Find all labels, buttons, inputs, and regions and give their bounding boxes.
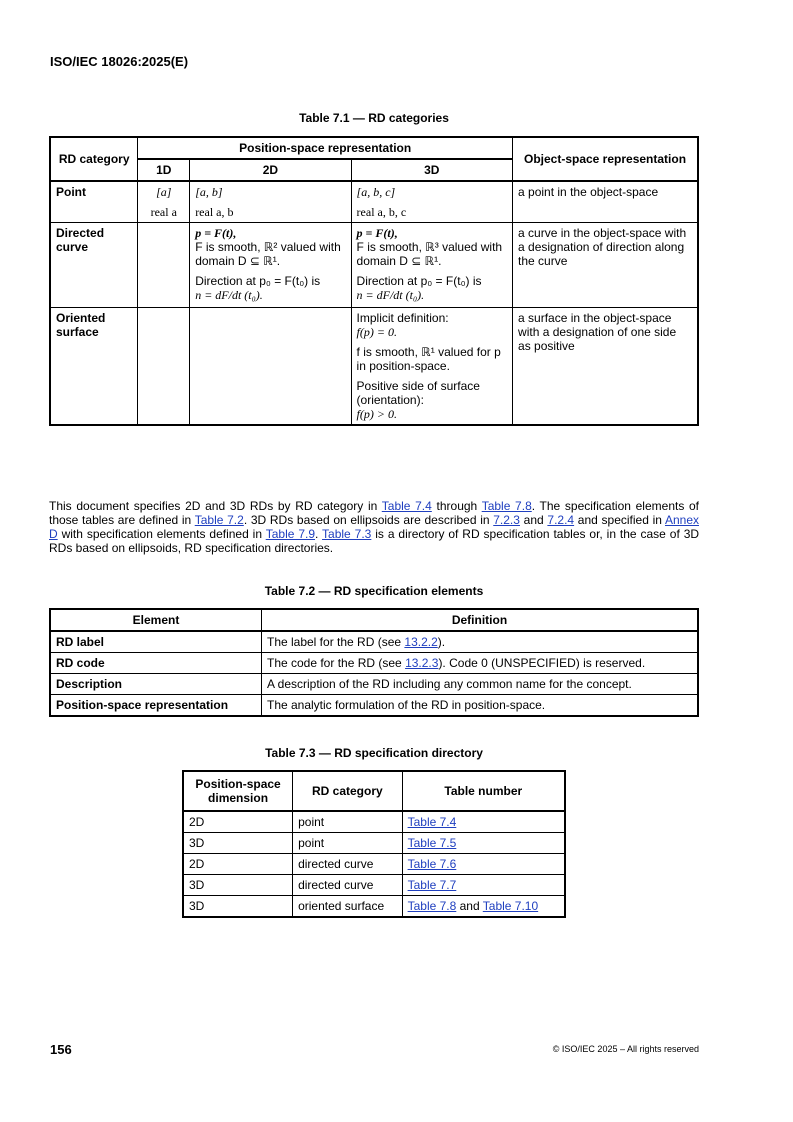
- link-table-7-4[interactable]: Table 7.4: [381, 499, 432, 513]
- body-paragraph: [49, 499, 699, 555]
- element-name: Position-space representation: [50, 695, 261, 717]
- oriented-surface-3d: [351, 308, 512, 426]
- dimension: 3D: [183, 896, 293, 918]
- curve-2d-smooth: F is smooth, ℝ² valued with domain D ⊆ ℝ¹.: [195, 240, 341, 268]
- table-row: [50, 223, 698, 308]
- table-row: [183, 833, 565, 854]
- dimension: 2D: [183, 811, 293, 833]
- link-7-2-3[interactable]: 7.2.3: [493, 513, 520, 527]
- table-row: [50, 674, 698, 695]
- point-2d-coords: [a, b]: [195, 185, 223, 199]
- link-annex-d[interactable]: Annex D: [49, 513, 699, 541]
- category: point: [293, 811, 403, 833]
- curve-3d-smooth: F is smooth, ℝ³ valued with domain D ⊆ ℝ¹.: [356, 240, 503, 268]
- para-text: through: [431, 499, 482, 513]
- para-text: . 3D RDs based on ellipsoids are described in: [243, 513, 494, 527]
- header-rd-category: RD category: [50, 137, 138, 181]
- element-name: RD label: [50, 631, 261, 653]
- para-text: and: [519, 513, 548, 527]
- element-definition: The analytic formulation of the RD in position-space.: [261, 695, 698, 717]
- category: directed curve: [293, 875, 403, 896]
- element-definition: A description of the RD including any common name for the concept.: [261, 674, 698, 695]
- header-dimension: Position-space dimension: [183, 771, 293, 811]
- def-text: ).: [437, 635, 446, 649]
- dimension: 3D: [183, 875, 293, 896]
- document-id: ISO/IEC 18026:2025(E): [50, 54, 189, 69]
- para-text: . The specification elements of those tables are defined in: [49, 499, 700, 527]
- directed-curve-2d: [190, 223, 351, 308]
- link-table-7-7[interactable]: Table 7.7: [407, 878, 457, 892]
- link-13-2-3[interactable]: 13.2.3: [405, 656, 439, 670]
- link-7-2-4[interactable]: 7.2.4: [547, 513, 575, 527]
- point-3d: [351, 181, 512, 223]
- link-table-7-8[interactable]: Table 7.8: [407, 899, 457, 913]
- table-7-3: [182, 770, 566, 918]
- table-7-3-caption: Table 7.3 — RD specification directory: [265, 746, 483, 760]
- point-object-space: a point in the object-space: [513, 181, 698, 223]
- curve-3d-direction: Direction at p₀ = F(t₀) is: [356, 274, 482, 288]
- table-row: [183, 811, 565, 833]
- and-text: and: [456, 899, 483, 913]
- curve-3d-normal: n = dF/dt (t₀).: [356, 288, 425, 302]
- table-7-2-caption: Table 7.2 — RD specification elements: [264, 584, 484, 598]
- para-text: .: [315, 527, 323, 541]
- category-directed-curve: [50, 223, 138, 308]
- header-object-space: Object-space representation: [513, 137, 698, 181]
- page-number: 156: [50, 1042, 72, 1057]
- para-text: with specification elements defined in: [57, 527, 266, 541]
- surface-positive-side: Positive side of surface (orientation):: [356, 379, 480, 407]
- table-row: [183, 875, 565, 896]
- table-row: [183, 854, 565, 875]
- header-position-space: Position-space representation: [138, 137, 513, 159]
- dimension: 3D: [183, 833, 293, 854]
- table-number: [402, 811, 565, 833]
- surface-implicit-eq: f(p) = 0.: [356, 325, 397, 339]
- link-table-7-8[interactable]: Table 7.8: [481, 499, 532, 513]
- category-point: Point: [50, 181, 138, 223]
- header-definition: Definition: [261, 609, 698, 631]
- point-1d-coords: [a]: [156, 185, 172, 199]
- link-table-7-6[interactable]: Table 7.6: [407, 857, 457, 871]
- element-name: Description: [50, 674, 261, 695]
- point-1d-domain: real a: [150, 205, 177, 219]
- link-table-7-5[interactable]: Table 7.5: [407, 836, 457, 850]
- header-1d: 1D: [138, 159, 190, 181]
- category-line-2: surface: [56, 325, 99, 339]
- dimension: 2D: [183, 854, 293, 875]
- surface-positive-eq: f(p) > 0.: [356, 407, 397, 421]
- curve-2d-normal: n = dF/dt (t₀).: [195, 288, 263, 302]
- link-13-2-2[interactable]: 13.2.2: [404, 635, 438, 649]
- directed-curve-1d: [138, 223, 190, 308]
- point-3d-domain: real a, b, c: [356, 205, 407, 219]
- oriented-surface-object-space: a surface in the object-space with a designation of one side as positive: [513, 308, 698, 426]
- oriented-surface-2d: [190, 308, 351, 426]
- category-line-2: curve: [56, 240, 89, 254]
- table-row: [50, 695, 698, 717]
- link-table-7-2[interactable]: Table 7.2: [194, 513, 244, 527]
- table-number: [402, 875, 565, 896]
- table-7-1: [49, 136, 699, 426]
- link-table-7-9[interactable]: Table 7.9: [265, 527, 316, 541]
- copyright: © ISO/IEC 2025 – All rights reserved: [552, 1044, 699, 1054]
- table-row: [50, 653, 698, 674]
- header-2d: 2D: [190, 159, 351, 181]
- point-2d: [190, 181, 351, 223]
- category-line-1: Oriented: [56, 311, 106, 325]
- surface-smooth: f is smooth, ℝ¹ valued for p in position-space.: [356, 345, 501, 373]
- para-text: and specified in: [574, 513, 665, 527]
- point-2d-domain: real a, b: [195, 205, 234, 219]
- point-3d-coords: [a, b, c]: [356, 185, 396, 199]
- oriented-surface-1d: [138, 308, 190, 426]
- table-number: [402, 896, 565, 918]
- table-row: [50, 308, 698, 426]
- def-text: The code for the RD (see: [266, 656, 406, 670]
- surface-implicit-label: Implicit definition:: [356, 311, 449, 325]
- category-line-1: Directed: [56, 226, 105, 240]
- element-definition: [261, 653, 698, 674]
- curve-3d-def: p = F(t),: [356, 226, 398, 240]
- curve-2d-def: p = F(t),: [195, 226, 237, 240]
- table-row: [183, 896, 565, 918]
- link-table-7-10[interactable]: Table 7.10: [482, 899, 539, 913]
- link-table-7-3[interactable]: Table 7.3: [322, 527, 372, 541]
- para-text: is a directory of RD specification tables or, in the case of 3D RDs based on ellipsoids, RD specification directories.: [49, 527, 700, 555]
- table-row: [50, 631, 698, 653]
- curve-2d-direction: Direction at p₀ = F(t₀) is: [195, 274, 321, 288]
- table-7-2: [49, 608, 699, 717]
- element-name: RD code: [50, 653, 261, 674]
- header-3d: 3D: [351, 159, 512, 181]
- def-text: The label for the RD (see: [266, 635, 405, 649]
- header-table-number: Table number: [402, 771, 565, 811]
- table-number: [402, 854, 565, 875]
- directed-curve-3d: [351, 223, 512, 308]
- table-row: [50, 181, 698, 223]
- category-oriented-surface: [50, 308, 138, 426]
- table-7-1-caption: Table 7.1 — RD categories: [299, 111, 449, 125]
- element-definition: [261, 631, 698, 653]
- header-rd-category: RD category: [293, 771, 403, 811]
- category: oriented surface: [293, 896, 403, 918]
- point-1d: [138, 181, 190, 223]
- directed-curve-object-space: a curve in the object-space with a designation of direction along the curve: [513, 223, 698, 308]
- category: point: [293, 833, 403, 854]
- link-table-7-4[interactable]: Table 7.4: [407, 815, 457, 829]
- table-number: [402, 833, 565, 854]
- def-text: ). Code 0 (UNSPECIFIED) is reserved.: [438, 656, 646, 670]
- para-text: This document specifies 2D and 3D RDs by RD category in: [49, 499, 382, 513]
- category: directed curve: [293, 854, 403, 875]
- header-element: Element: [50, 609, 261, 631]
